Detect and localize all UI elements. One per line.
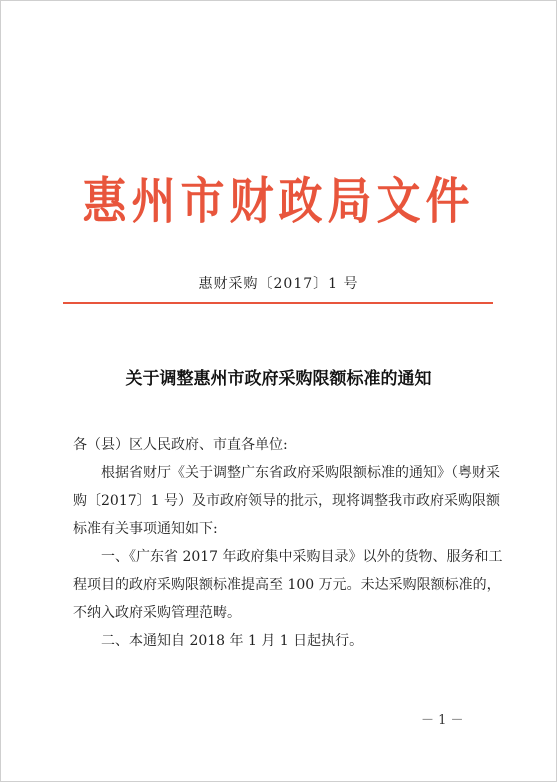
notice-title: 关于调整惠州市政府采购限额标准的通知 — [125, 369, 432, 389]
body-paragraph-2: 一、《广东省 2017 年政府集中采购目录》以外的货物、服务和工程项目的政府采购限额标准提高至 100 万元。未达采购限额标准的，不纳入政府采购管理范畴。 — [73, 549, 503, 621]
notice-body — [73, 431, 505, 655]
issuer-header-title: 惠州市财政局文件 — [82, 173, 475, 231]
header-divider-rule — [63, 302, 493, 304]
document-number: 惠财采购〔2017〕1 号 — [198, 276, 359, 292]
body-paragraph-3: 二、本通知自 2018 年 1 月 1 日起执行。 — [101, 633, 364, 649]
salutation: 各（县）区人民政府、市直各单位: — [73, 437, 288, 453]
body-paragraph-1: 根据省财厅《关于调整广东省政府采购限额标准的通知》（粤财采购〔2017〕1 号）及市政府领导的批示，现将调整我市政府采购限额标准有关事项通知如下: — [73, 465, 500, 537]
page-number: － 1 － — [421, 713, 464, 728]
